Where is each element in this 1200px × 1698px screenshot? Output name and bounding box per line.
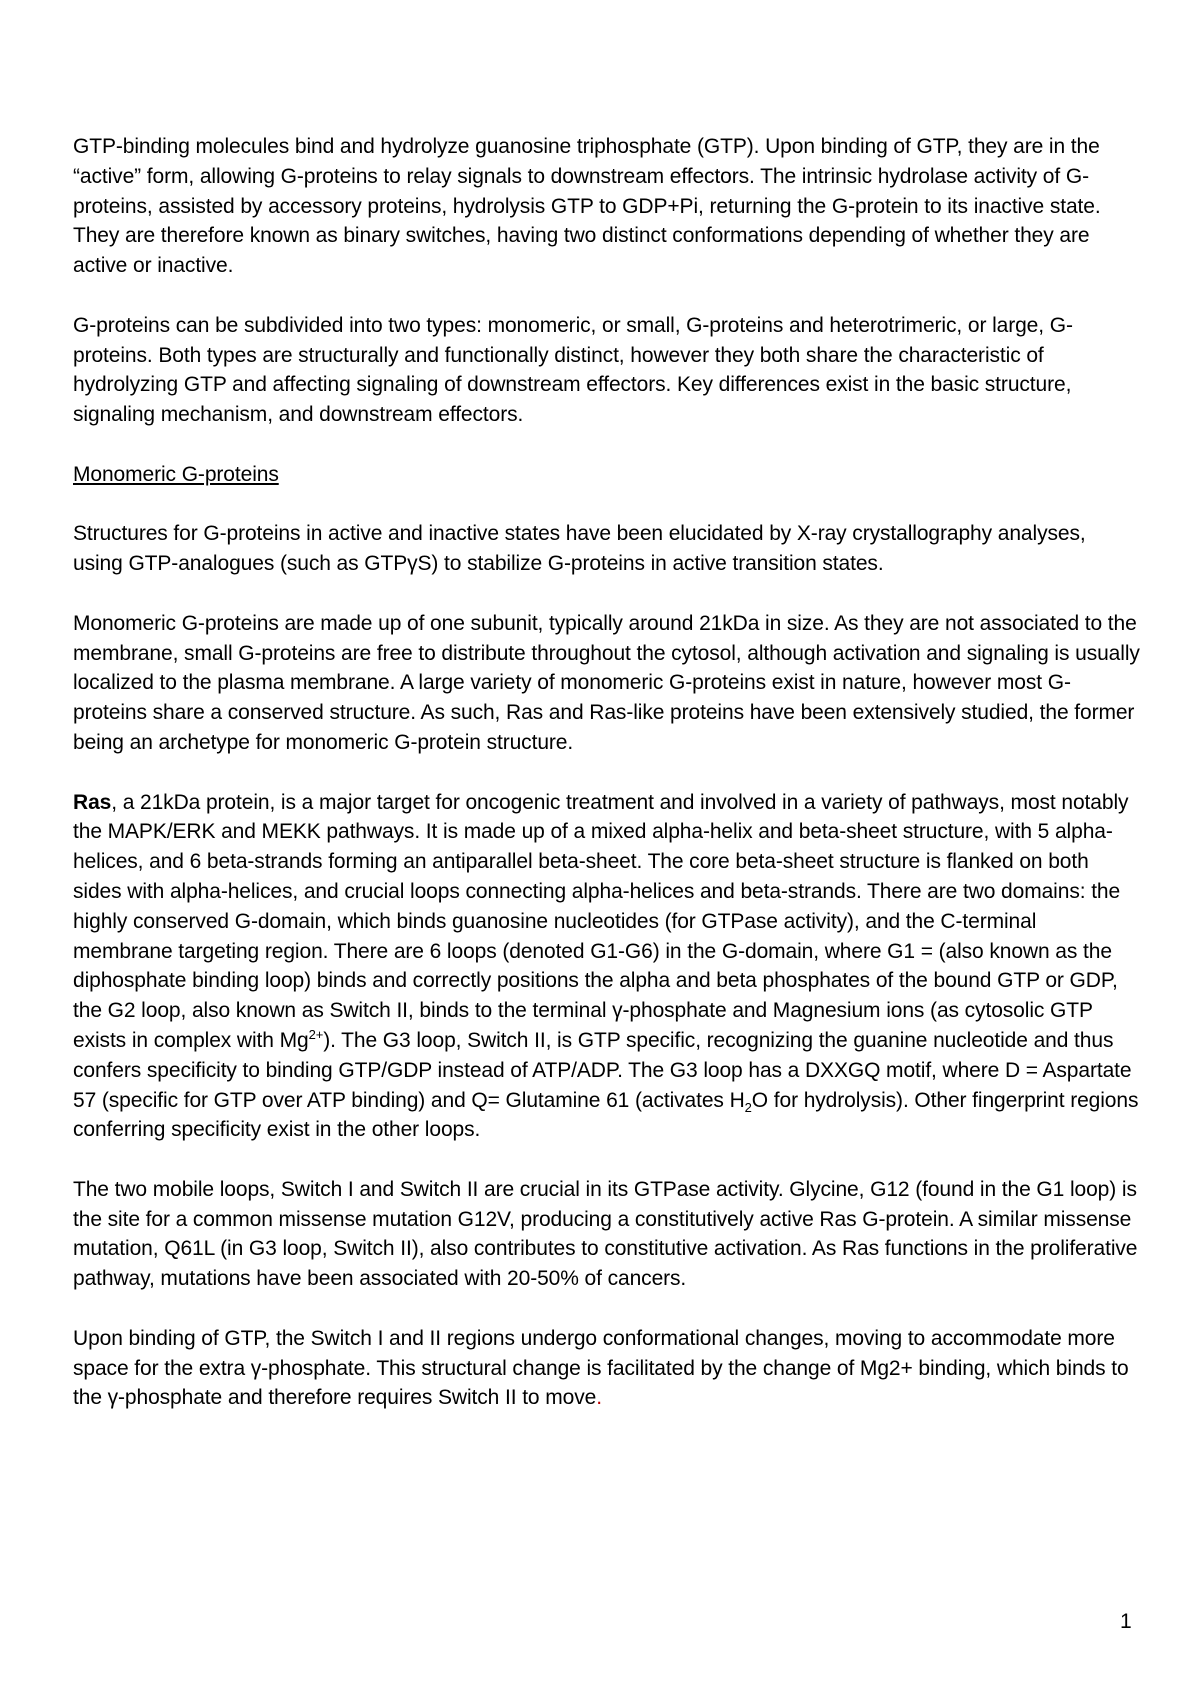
section-heading-monomeric: Monomeric G-proteins — [73, 462, 279, 486]
paragraph-mobile-loops: The two mobile loops, Switch I and Switch II are crucial in its GTPase activity. Glycine, G12 (found in the G1 loop) is the site for a common missense mutation G12V, producing a constitutively active Ras G-protein. A similar missense mutation, Q61L (in G3 loop, Switch II), also contributes to constitutive activation. As Ras functions in the proliferative pathway, mutations have been associated with 20-50% of cancers. — [73, 1177, 1138, 1291]
switch-text: Upon binding of GTP, the Switch I and II regions undergo conformational changes, moving to accommodate more space for the extra γ-phosphate. This structural change is facilitated by the change of Mg2+ binding, which binds to the γ-phosphate and therefore requires Switch II to move — [73, 1326, 1129, 1410]
paragraph-monomeric-subunit: Monomeric G-proteins are made up of one subunit, typically around 21kDa in size. As they are not associated to the membrane, small G-proteins are free to distribute throughout the cytosol, although activation and signaling is usually localized to the plasma membrane. A large variety of monomeric G-proteins exist in nature, however most G-proteins share a conserved structure. As such, Ras and Ras-like proteins have been extensively studied, the former being an archetype for monomeric G-protein structure. — [73, 611, 1140, 754]
paragraph-switch-conformation — [73, 1324, 1141, 1413]
paragraph-ras — [73, 788, 1141, 1146]
paragraph-gtp-binding: GTP-binding molecules bind and hydrolyze guanosine triphosphate (GTP). Upon binding of GTP, they are in the “active” form, allowing G-proteins to relay signals to downstream effectors. The intrinsic hydrolase activity of G-proteins, assisted by accessory proteins, hydrolysis GTP to GDP+Pi, returning the G-protein to its inactive state. They are therefore known as binary switches, having two distinct conformations depending of whether they are active or inactive. — [73, 135, 1101, 278]
ras-text-part-3: O for hydrolysis). Other fingerprint regions conferring specificity exist in the other loops. — [73, 1088, 1139, 1142]
ras-text-part-1: , a 21kDa protein, is a major target for oncogenic treatment and involved in a variety of pathways, most notably the MAPK/ERK and MEKK pathways. It is made up of a mixed alpha-helix and beta-sheet structure, with 5 alpha-helices, and 6 beta-strands forming an antiparallel beta-sheet. The core beta-sheet structure is flanked on both sides with alpha-helices, and crucial loops connecting alpha-helices and beta-strands. There are two domains: the highly conserved G-domain, which binds guanosine nucleotides (for GTPase activity), and the C-terminal membrane targeting region. There are 6 loops (denoted G1-G6) in the G-domain, where G1 = (also known as the diphosphate binding loop) binds and correctly positions the alpha and beta phosphates of the bound GTP or GDP, the G2 loop, also known as Switch II, binds to the terminal γ-phosphate and Magnesium ions (as cytosolic GTP exists in complex with Mg — [73, 790, 1129, 1052]
page-number: 1 — [1120, 1610, 1132, 1633]
red-period: . — [596, 1386, 602, 1410]
ras-text-part-2: ). The G3 loop, Switch II, is GTP specific, recognizing the guanine nucleotide and thus confers specificity to binding GTP/GDP instead of ATP/ADP. The G3 loop has a DXXGQ motif, where D = Aspartate 57 (specific for GTP over ATP binding) and Q= Glutamine 61 (activates H — [73, 1028, 1132, 1112]
document-body — [73, 132, 1141, 1443]
ras-term: Ras — [73, 790, 112, 814]
paragraph-structures: Structures for G-proteins in active and inactive states have been elucidated by X-ray crystallography analyses, using GTP-analogues (such as GTPγS) to stabilize G-proteins in active transition states. — [73, 522, 1086, 576]
h2o-subscript: 2 — [744, 1099, 752, 1115]
paragraph-gprotein-types: G-proteins can be subdivided into two types: monomeric, or small, G-proteins and heterotrimeric, or large, G-proteins. Both types are structurally and functionally distinct, however they both share the characteristic of hydrolyzing GTP and affecting signaling of downstream effectors. Key differences exist in the basic structure, signaling mechanism, and downstream effectors. — [73, 313, 1073, 427]
mg-superscript: 2+ — [308, 1026, 324, 1042]
